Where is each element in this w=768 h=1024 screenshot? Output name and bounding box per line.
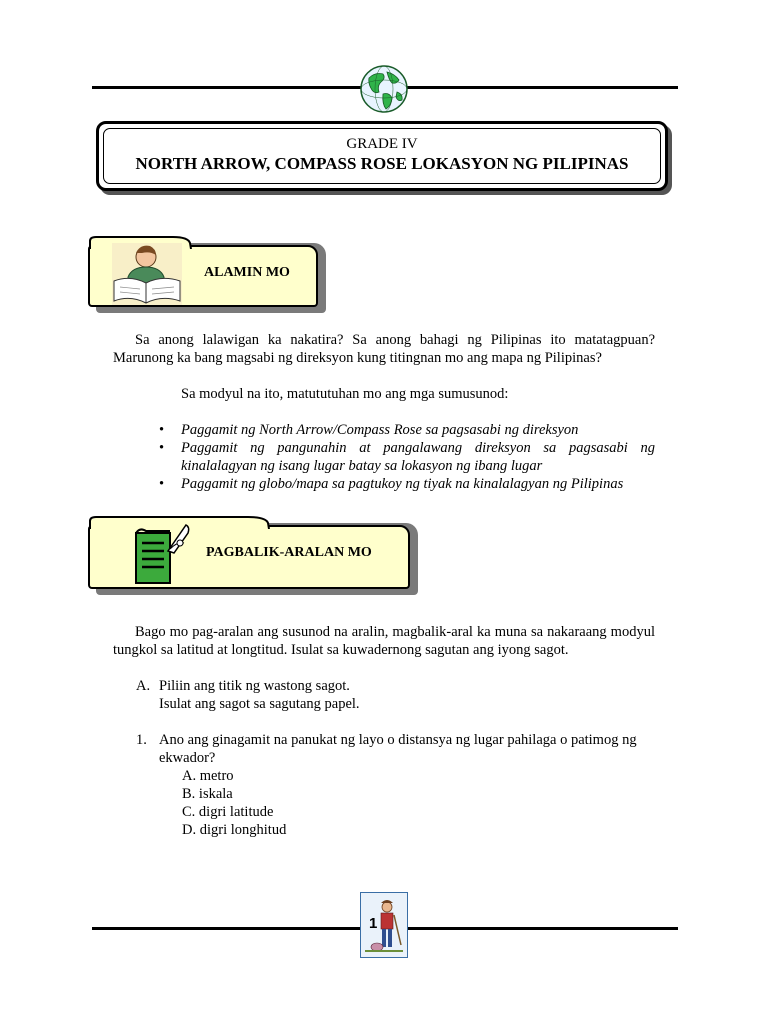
grade-label: GRADE IV <box>346 136 418 152</box>
review-paragraph <box>113 623 655 659</box>
intro-lead: Sa modyul na ito, matututuhan mo ang mga sumusunod: <box>181 386 509 402</box>
intro-paragraph <box>113 331 655 367</box>
page-title: NORTH ARROW, COMPASS ROSE LOKASYON NG PILIPINAS <box>135 154 629 173</box>
alamin-mo-label: ALAMIN MO <box>204 265 290 280</box>
choice-c: C. digri latitude <box>182 804 274 820</box>
list-item: • Paggamit ng North Arrow/Compass Rose sa pagsasabi ng direksyon <box>159 421 655 439</box>
list-item: • Paggamit ng pangunahin at pangalawang direksyon sa pagsasabi ng kinalalagyan ng isang lugar batay sa lokasyon ng ibang lugar <box>159 439 655 475</box>
globe-icon <box>359 64 409 114</box>
review-text: Bago mo pag-aralan ang susunod na aralin, magbalik-aral ka muna sa nakaraang modyul tungkol sa latitud at longtitud. Isulat sa kuwadernong sagutan ang iyong sagot. <box>113 624 655 658</box>
page-number-box <box>360 892 408 958</box>
choice-a: A. metro <box>182 768 234 784</box>
intro-text: Sa anong lalawigan ka nakatira? Sa anong bahagi ng Pilipinas ito matatagpuan? Marunong ka bang magsabi ng direksyon kung titingnan mo ang mapa ng Pilipinas? <box>113 332 655 366</box>
title-box <box>96 121 668 191</box>
instruction-marker: A. <box>136 678 151 694</box>
scroll-quill-icon <box>132 521 192 587</box>
question-number: 1. <box>136 732 147 748</box>
instruction-line-1: Piliin ang titik ng wastong sagot. <box>159 678 350 694</box>
list-item: • Paggamit ng globo/mapa sa pagtukoy ng tiyak na kinalalagyan ng Pilipinas <box>159 475 655 493</box>
pagbalik-aralan-mo-label: PAGBALIK-ARALAN MO <box>206 545 372 560</box>
instruction-line-2: Isulat ang sagot sa sagutang papel. <box>159 696 360 712</box>
alamin-mo-tab <box>88 235 328 315</box>
question-text: Ano ang ginagamit na panukat ng layo o distansya ng lugar pahilaga o patimog ng ekwador? <box>159 732 637 766</box>
page-number: 1 <box>369 915 378 932</box>
objectives-list <box>159 421 655 493</box>
farmer-page-icon <box>361 893 407 957</box>
choice-d: D. digri longhitud <box>182 822 287 838</box>
reading-person-icon <box>110 241 186 307</box>
pagbalik-aralan-mo-tab <box>88 515 418 597</box>
choice-b: B. iskala <box>182 786 233 802</box>
